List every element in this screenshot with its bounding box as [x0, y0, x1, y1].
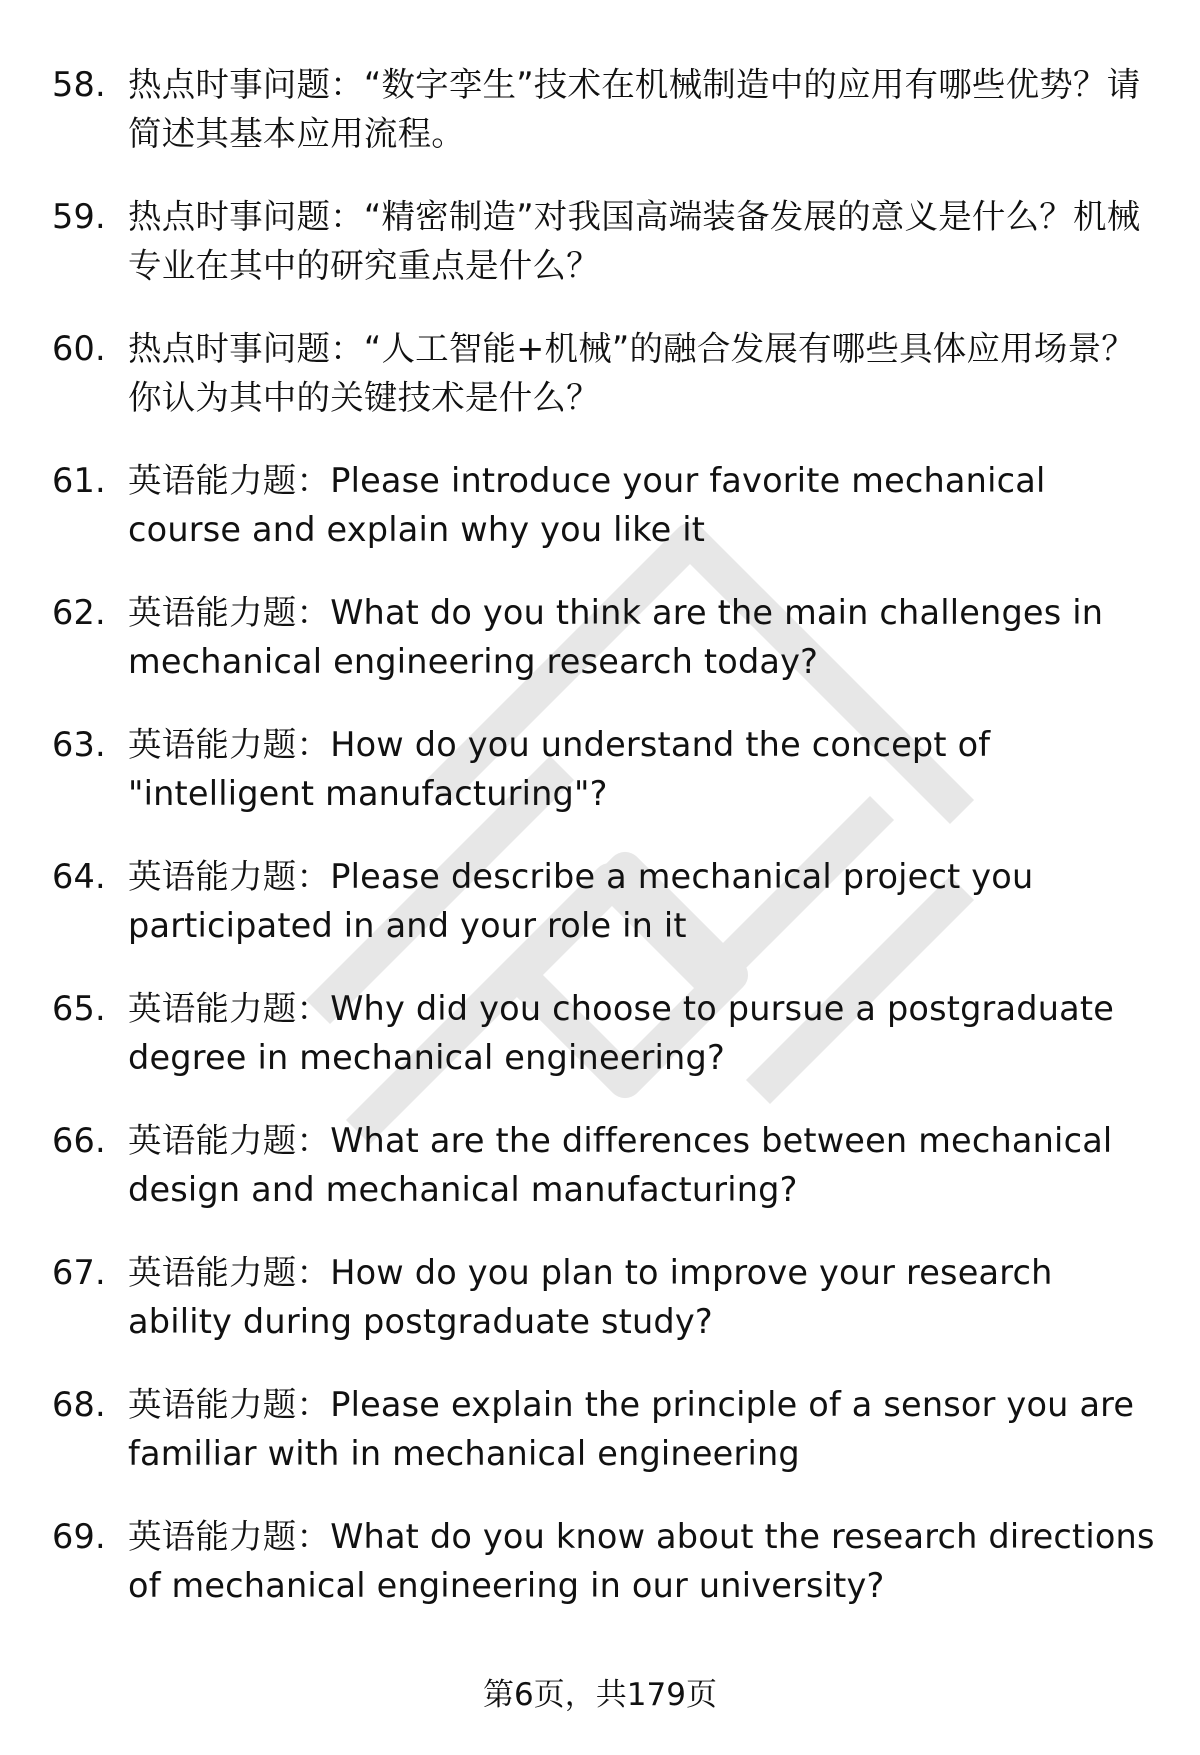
question-item: [52, 1248, 1162, 1346]
question-item: [52, 852, 1162, 950]
question-text: 英语能力题：What do you know about the research directions of mechanical engineering in our university?: [128, 1517, 1155, 1605]
question-item: [52, 192, 1162, 290]
question-text: 热点时事问题：“精密制造”对我国高端装备发展的意义是什么？机械专业在其中的研究重点是什么？: [128, 197, 1141, 285]
question-list: [52, 60, 1162, 1644]
question-item: [52, 1116, 1162, 1214]
question-number: 58.: [52, 65, 106, 104]
question-text: 英语能力题：How do you understand the concept of "intelligent manufacturing"?: [128, 725, 991, 813]
question-number: 67.: [52, 1253, 106, 1292]
question-number: 64.: [52, 857, 106, 896]
question-item: [52, 984, 1162, 1082]
question-number: 60.: [52, 329, 106, 368]
question-text: 英语能力题：Please describe a mechanical project you participated in and your role in it: [128, 857, 1034, 945]
question-number: 69.: [52, 1517, 106, 1556]
question-item: [52, 456, 1162, 554]
question-text: 英语能力题：What are the differences between mechanical design and mechanical manufacturing?: [128, 1121, 1113, 1209]
question-number: 65.: [52, 989, 106, 1028]
question-item: [52, 324, 1162, 422]
question-item: [52, 1512, 1162, 1610]
question-number: 61.: [52, 461, 106, 500]
question-text: 英语能力题：How do you plan to improve your research ability during postgraduate study?: [128, 1253, 1053, 1341]
question-text: 英语能力题：Please explain the principle of a sensor you are familiar with in mechanical engineering: [128, 1385, 1135, 1473]
question-number: 59.: [52, 197, 106, 236]
question-number: 62.: [52, 593, 106, 632]
question-item: [52, 720, 1162, 818]
question-text: 热点时事问题：“数字孪生”技术在机械制造中的应用有哪些优势？请简述其基本应用流程。: [128, 65, 1141, 153]
question-number: 66.: [52, 1121, 106, 1160]
page-indicator: 第6页，共179页: [483, 1677, 717, 1713]
question-text: 英语能力题：What do you think are the main challenges in mechanical engineering research today?: [128, 593, 1104, 681]
question-number: 63.: [52, 725, 106, 764]
question-item: [52, 588, 1162, 686]
question-text: 英语能力题：Please introduce your favorite mechanical course and explain why you like it: [128, 461, 1046, 549]
question-text: 热点时事问题：“人工智能+机械”的融合发展有哪些具体应用场景？你认为其中的关键技术是什么？: [128, 329, 1135, 417]
question-item: [52, 1380, 1162, 1478]
question-item: [52, 60, 1162, 158]
question-number: 68.: [52, 1385, 106, 1424]
question-text: 英语能力题：Why did you choose to pursue a postgraduate degree in mechanical engineering?: [128, 989, 1115, 1077]
